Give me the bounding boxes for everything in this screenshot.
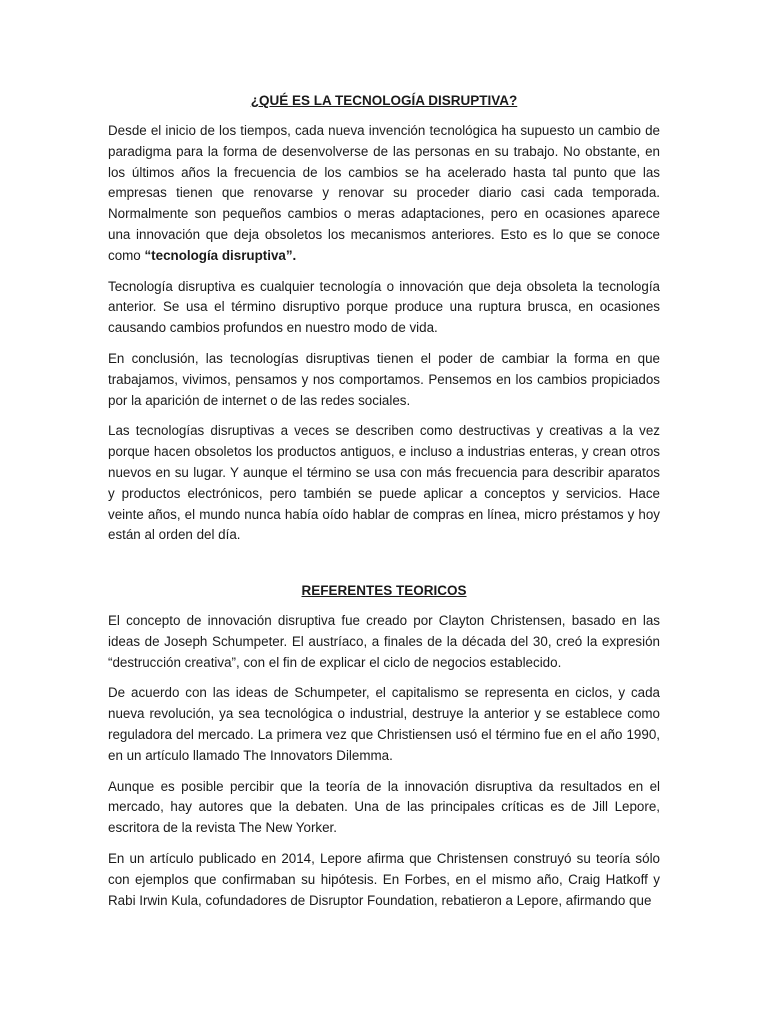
paragraph-schumpeter: De acuerdo con las ideas de Schumpeter, el capitalismo se representa en ciclos, y cada nueva revolución, ya sea tecnológica o industrial, destruye la anterior y se establece como reguladora del mercado. La primera vez que Christiensen usó el término fue en el año 1990, en un artículo llamado The Innovators Dilemma. <box>108 685 660 763</box>
paragraph-intro <box>108 121 660 267</box>
paragraph-conclusion: En conclusión, las tecnologías disruptivas tienen el poder de cambiar la forma en que trabajamos, vivimos, pensamos y nos comportamos. Pensemos en los cambios propiciados por la aparición de internet o de las redes sociales. <box>108 350 660 408</box>
paragraph-lepore: En un artículo publicado en 2014, Lepore afirma que Christensen construyó su teoría sólo con ejemplos que confirmaban su hipótesis. En Forbes, en el mismo año, Craig Hatkoff y Rabi Irwin Kula, cofundadores de Disruptor Foundation, rebatieron a Lepore, afirmando que <box>108 850 660 908</box>
document-title: ¿QUÉ ES LA TECNOLOGÍA DISRUPTIVA? <box>250 93 518 108</box>
section-referentes <box>108 611 660 911</box>
paragraph-examples: Las tecnologías disruptivas a veces se describen como destructivas y creativas a la vez porque hacen obsoletos los productos antiguos, e incluso a industrias enteras, y crean otros nuevos en su lugar. Y aunque el término se usa con más frecuencia para describir aparatos y productos electrónicos, pero también se puede aplicar a conceptos y servicios. Hace veinte años, el mundo nunca había oído hablar de compras en línea, micro préstamos y hoy están al orden del día. <box>108 423 660 543</box>
paragraph-definition: Tecnología disruptiva es cualquier tecnología o innovación que deja obsoleta la tecnología anterior. Se usa el término disruptivo porque produce una ruptura brusca, en ocasiones causando cambios profundos en nuestro modo de vida. <box>108 278 660 336</box>
paragraph-criticism: Aunque es posible percibir que la teoría de la innovación disruptiva da resultados en el mercado, hay autores que la debaten. Una de las principales críticas es de Jill Lepore, escritora de la revista The New Yorker. <box>108 778 660 836</box>
section-heading-referentes: REFERENTES TEORICOS <box>301 583 467 598</box>
paragraph-origin: El concepto de innovación disruptiva fue creado por Clayton Christensen, basado en las ideas de Joseph Schumpeter. El austríaco, a finales de la década del 30, creó la expresión “destrucción creativa”, con el fin de explicar el ciclo de negocios establecido. <box>108 613 660 670</box>
section-intro <box>108 121 660 546</box>
paragraph-intro-bold-term: “tecnología disruptiva”. <box>144 247 297 263</box>
paragraph-intro-text: Desde el inicio de los tiempos, cada nueva invención tecnológica ha supuesto un cambio de paradigma para la forma de desenvolverse de las personas en su trabajo. No obstante, en los últimos años la frecuencia de los cambios se ha acelerado hasta tal punto que las empresas tienen que renovarse y renovar su proceder diario casi cada temporada. Normalmente son pequeños cambios o meras adaptaciones, pero en ocasiones aparece una innovación que deja obsoletos los mecanismos anteriores. Esto es lo que se conoce como <box>108 123 660 263</box>
